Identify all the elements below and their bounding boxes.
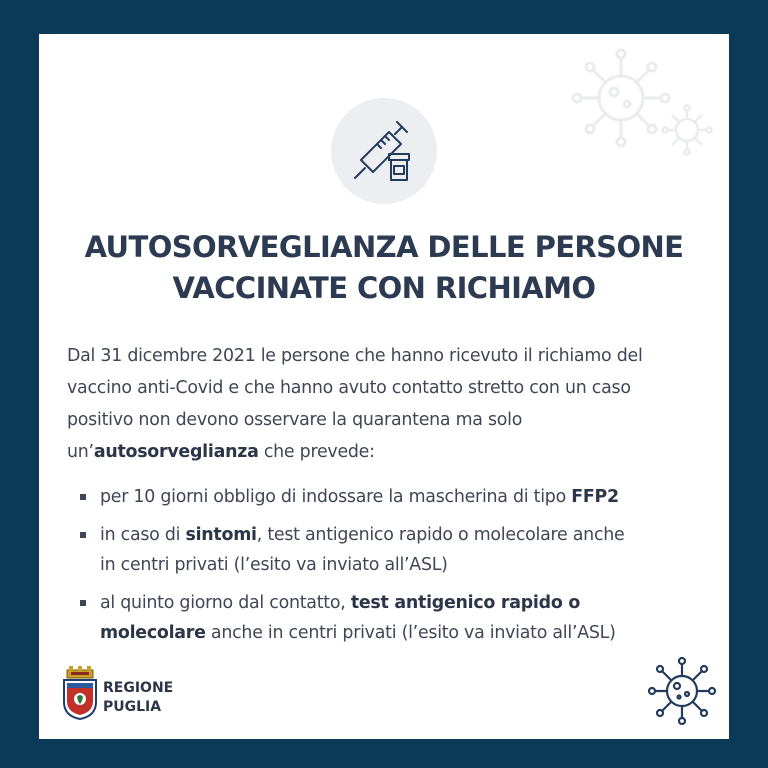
syringe-vaccine-icon: [353, 118, 415, 184]
bullet-square-icon: [80, 532, 86, 538]
intro-emphasis: autosorveglianza: [93, 442, 259, 462]
list-item-text: [100, 588, 717, 618]
title-line-1: AUTOSORVEGLIANZA DELLE PERSONE: [84, 230, 684, 264]
intro-line-3: positivo non devono osservare la quarantena ma solo: [67, 410, 523, 430]
virus-icon: [647, 656, 717, 726]
intro-text: che prevede:: [258, 442, 375, 462]
info-card: [39, 34, 729, 739]
list-text: al quinto giorno dal contatto,: [100, 593, 351, 613]
intro-line-4: [67, 436, 707, 468]
list-item-text: [100, 618, 717, 648]
intro-line-2: vaccino anti-Covid e che hanno avuto contatto stretto con un caso: [67, 378, 631, 398]
list-text: per 10 giorni obbligo di indossare la mascherina di tipo: [100, 487, 572, 507]
intro-paragraph: [67, 340, 707, 468]
list-item: [67, 588, 717, 648]
list-emphasis: molecolare: [100, 623, 206, 643]
list-text: in caso di: [100, 525, 186, 545]
measures-list: [67, 482, 717, 656]
list-item-text: [100, 520, 717, 550]
list-item: [67, 520, 717, 580]
bullet-square-icon: [80, 600, 86, 606]
vaccine-icon-badge: [331, 98, 437, 204]
virus-watermark-small-icon: [661, 104, 713, 156]
list-item: [67, 482, 717, 512]
region-name-line-2: PUGLIA: [103, 699, 162, 715]
list-emphasis: sintomi: [185, 525, 257, 545]
list-item-text: in centri privati (l’esito va inviato all’ASL): [100, 555, 448, 575]
list-emphasis: test antigenico rapido o: [350, 593, 581, 613]
list-text: , test antigenico rapido o molecolare anche: [256, 525, 625, 545]
list-emphasis: FFP2: [571, 487, 619, 507]
page-title: [39, 227, 729, 309]
list-text: anche in centri privati (l’esito va inviato all’ASL): [205, 623, 616, 643]
title-line-2: VACCINATE CON RICHIAMO: [172, 271, 596, 305]
list-item-text: [100, 482, 717, 512]
intro-text: un’: [67, 442, 94, 462]
region-name: [103, 679, 173, 717]
region-coat-of-arms: [61, 666, 99, 720]
region-name-line-1: REGIONE: [103, 680, 174, 696]
bullet-square-icon: [80, 494, 86, 500]
intro-line-1: Dal 31 dicembre 2021 le persone che hanno ricevuto il richiamo del: [67, 346, 643, 366]
